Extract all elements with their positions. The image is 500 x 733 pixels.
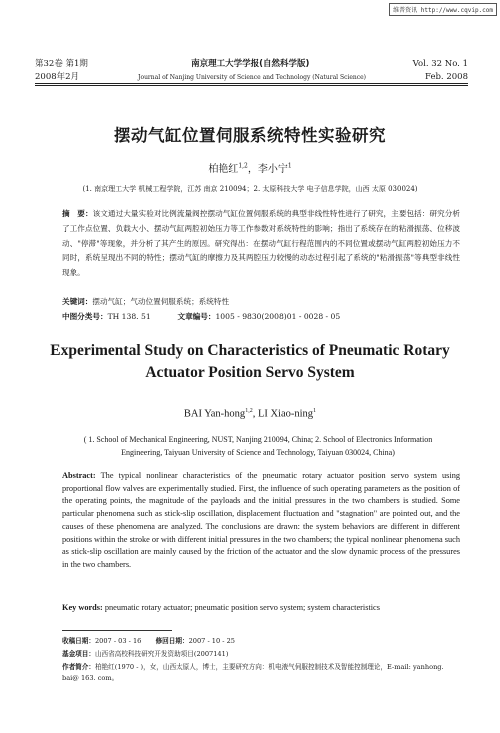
header-rule [35,83,468,84]
author-1-affil-cn: 1,2 [238,162,248,170]
volume-issue-cn: 第32卷 第1期 [35,59,88,69]
keywords-text-en: pneumatic rotary actuator; pneumatic position servo system; system characteristics [102,603,380,612]
author-1-affil-en: 1,2 [245,408,253,414]
author-2-cn: 李小宁 [257,164,288,175]
paper-title-en-line1: Experimental Study on Characteristics of Pneumatic Rotary [50,342,450,359]
keywords-en [62,603,460,612]
source-stamp: 维普资讯 http://www.cqvip.com [389,3,497,16]
running-header-bottom [35,70,468,82]
author-2-affil-cn: 1 [287,162,292,170]
footnote-rule [62,630,172,631]
revised-date: 2007 - 10 - 25 [188,637,235,645]
volume-issue-en: Vol. 32 No. 1 [412,59,468,69]
abstract-cn [62,207,460,281]
fund-text: 山西省高校科技研究开发资助项目(2007141) [94,650,229,658]
author-separator: ， [247,164,258,175]
author-separator-en: , [252,408,258,420]
footnote-dates [62,636,460,647]
keywords-cn [62,296,460,307]
article-number: 1005 - 9830(2008)01 - 0028 - 05 [215,312,341,321]
journal-name-en: Journal of Nanjing University of Science and Technology (Natural Science) [138,74,367,81]
footnote-fund [62,649,460,660]
authors-en [0,408,500,420]
abstract-label-cn: 摘 要： [62,209,93,218]
keywords-label-cn: 关键词： [62,297,93,306]
author-bio-label: 作者简介： [62,663,95,671]
running-header-top [35,57,468,69]
clc-label: 中图分类号： [62,312,108,321]
received-label: 收稿日期： [62,637,95,645]
author-1-cn: 柏艳红 [208,164,239,175]
abstract-en [62,470,460,572]
abstract-text-cn: 该文通过大量实验对比例流量阀控摆动气缸位置伺服系统的典型非线性特性进行了研究，主要包括：研究分析了工作点位置、负载大小、摆动气缸两腔初始压力等工作参数对系统特性的影响；指出了系统存在的粘滑振荡、位移波动、"停滞"等现象，并分析了其产生的原因。研究得出：在摆动气缸行程范围内的不同位置或摆动气缸两腔初始压力不同时，系统呈现出不同的特性；摆动气缸的摩擦力及其两腔压力较慢的动态过程引起了系统的"粘滑振荡"等典型非线性现象。 [62,209,460,278]
journal-name-cn: 南京理工大学学报(自然科学版) [191,59,310,69]
issue-date-cn: 2008年2月 [35,72,80,82]
clc-number: TH 138. 51 [107,312,151,321]
fund-label: 基金项目： [62,650,95,658]
abstract-label-en: Abstract: [62,471,96,480]
footnote-author [62,662,460,684]
affiliation-en: ( 1. School of Mechanical Engineering, NUST, Nanjing 210094, China; 2. School of Electronics Information Engineering, Taiyuan University of Science and Technology, Taiyuan 030024, China) [83,435,433,457]
affiliation-cn: (1. 南京理工大学 机械工程学院，江苏 南京 210094；2. 太原科技大学 电子信息学院，山西 太原 030024) [82,185,418,193]
authors-cn [0,160,500,175]
author-bio-text: 柏艳红(1970 - )，女，山西太原人，博士，主要研究方向：机电液气伺服控制技术及智能控制理论，E-mail: yanhong. bai@ 163. com。 [62,663,444,682]
author-2-en: LI Xiao-ning [257,408,314,420]
author-1-en: BAI Yan-hong [183,408,246,420]
author-2-affil-en: 1 [313,408,317,414]
paper-title-en-line2: Actuator Position Servo System [145,364,355,381]
keywords-label-en: Key words: [62,603,103,612]
classification-line [62,311,460,322]
received-date: 2007 - 03 - 16 [94,637,142,645]
abstract-text-en: The typical nonlinear characteristics of the pneumatic rotary actuator position servo system using proportional flow valves are experimentally studied. First, the influence of such operating parameters as the position of the operating points, the magnitude of the payloads and the initial pressures in the two chambers is studied. Some particular phenomena such as stick-slip oscillation, displacement fluctuation and "stagnation" are pointed out, and the causes of these phenomena are analyzed. The conclusions are drawn: the system behaviors are different in different positions within the stroke or with different initial pressures in the two chambers; the typical nonlinear phenomena such as stick-slip oscillation are mainly caused by the friction of the actuator and the slow dynamic process of the pressures in the two chambers. [62,471,460,569]
article-number-label: 文章编号： [177,312,216,321]
keywords-text-cn: 摆动气缸；气动位置伺服系统；系统特性 [92,297,230,306]
header-rule-thin [35,85,468,86]
revised-label: 修回日期： [155,637,189,645]
paper-title-en [0,340,500,384]
paper-title-cn: 摆动气缸位置伺服系统特性实验研究 [114,126,386,145]
issue-date-en: Feb. 2008 [425,72,468,82]
